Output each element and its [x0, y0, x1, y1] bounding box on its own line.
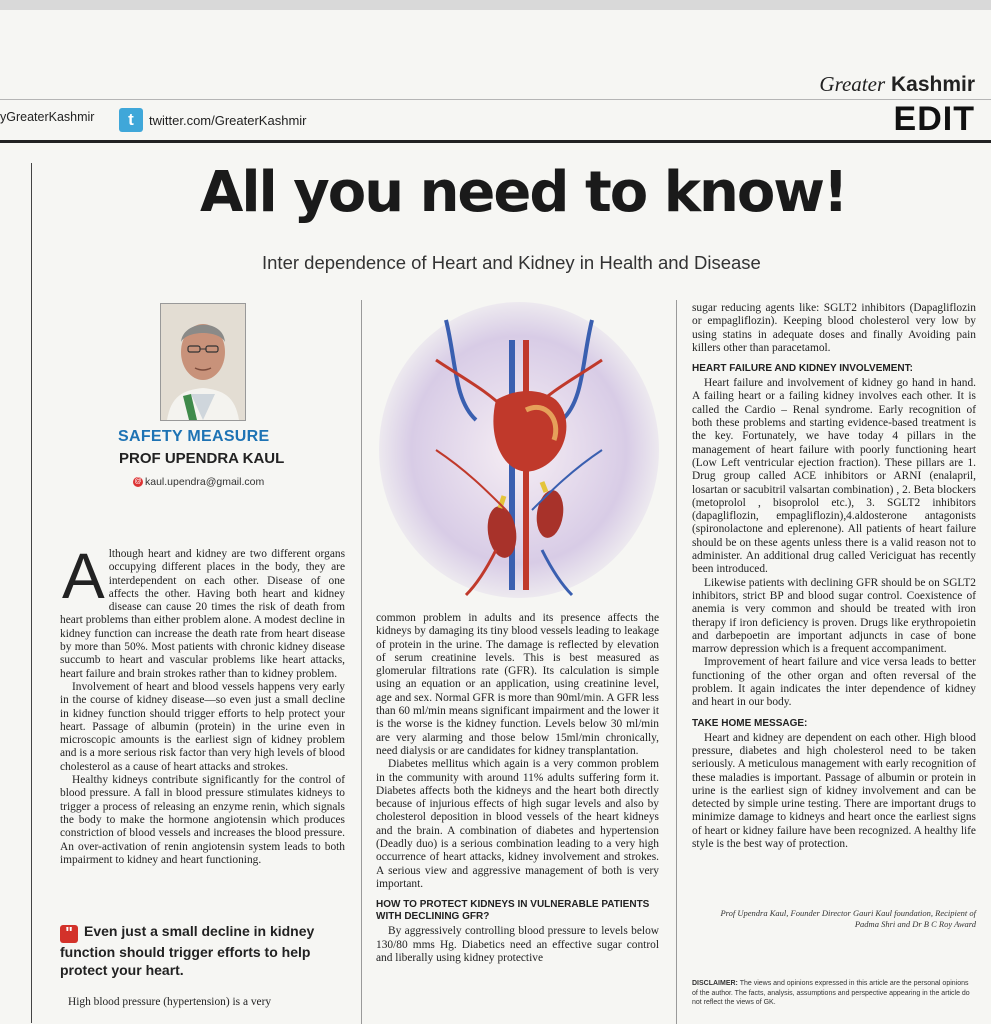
paragraph: By aggressively controlling blood pressure to levels below 130/80 mms Hg. Diabetics need an effective sugar control and liberally using kidney protective	[376, 925, 659, 964]
masthead-greater: Greater	[819, 72, 886, 96]
disclaimer-label: DISCLAIMER:	[692, 980, 738, 987]
author-name: PROF UPENDRA KAUL	[119, 450, 285, 467]
paragraph: High blood pressure (hypertension) is a very	[68, 996, 272, 1008]
masthead	[819, 72, 975, 97]
previous-column-rule	[31, 163, 32, 1023]
section-rule	[0, 140, 991, 143]
article-column-1	[60, 540, 345, 867]
pull-quote-text: Even just a small decline in kidney function should trigger efforts to help protect your heart.	[60, 923, 315, 978]
disclaimer	[692, 979, 976, 1008]
paragraph: Improvement of heart failure and vice versa leads to better functioning of the other organ and often reversal of the problem. It again indicates the inter dependence of kidney and heart in our body.	[692, 656, 976, 709]
disclaimer-text: The views and opinions expressed in this article are the personal opinions of the author. The facts, analysis, assumptions and perspective appearing in the article do not reflect the views of GK.	[692, 980, 970, 1006]
subhead-take-home: TAKE HOME MESSAGE:	[692, 717, 808, 729]
column-rule-1	[361, 300, 362, 1024]
article-column-3	[692, 302, 976, 851]
window-top-edge	[0, 0, 991, 10]
author-email-text: kaul.upendra@gmail.com	[145, 476, 265, 488]
masthead-kashmir: Kashmir	[890, 73, 975, 96]
column-rule-2	[676, 300, 677, 1024]
paragraph: Heart and kidney are dependent on each other. High blood pressure, diabetes and high cholesterol need to be taken seriously. A meticulous management with early recognition of these maladies is important. Passage of albumin or protein in urine is the earliest sign of kidney involvement and can be detected by simple urine testing. There are important drugs to minimize damage to kidneys and heart once the earliest signs of heart or kidney failure have been recognized. A healthy life style is the best way of protection.	[692, 731, 976, 850]
paragraph: Heart failure and involvement of kidney go hand in hand. A failing heart or a failing kidney involves each other. It is called the Cardio – Renal syndrome. Early recognition of both these problems and starting evidence-based treatment is the key. Fortunately, we have today 4 pillars in the management of heart failure with poorly functioning heart (Low Left ventricular ejection fraction). These pillars are 1. Drug group called ACE inhibitors or ARNI (enalapril, losartan or sacubitril valsartan combination) , 2. Beta blockers (metoprolol , bisoprolol etc.), 3. SGLT2 inhibitors (dapagliflozin, empagliflozin),4.aldosterone antagonists (spironolactone and eplerenone). All patients of heart failure should be on these agents unless there is a valid reason not to administer. An additional drug called Vericiguat has recently been introduced.	[692, 377, 976, 576]
twitter-icon: t	[119, 108, 143, 132]
author-email	[133, 476, 264, 488]
author-signoff: Prof Upendra Kaul, Founder Director Gauri Kaul foundation, Recipient of Padma Shri and Dr B C Roy Award	[720, 908, 976, 929]
pull-quote	[60, 922, 350, 979]
subheadline: Inter dependence of Heart and Kidney in Health and Disease	[262, 252, 761, 273]
article-column-2	[376, 612, 659, 965]
twitter-handle: twitter.com/GreaterKashmir	[149, 113, 307, 128]
drop-cap: A	[62, 540, 105, 612]
paragraph: Healthy kidneys contribute significantly for the control of blood pressure. A fall in blood pressure stimulates kidneys to trigger a process of releasing an enzyme renin, which signals the body to make the hormone angiotensin which produces constriction of blood vessels and increases the blood pressure. An over-activation of renin angiotensin system leads to both impairment to kidney and heart functioning.	[60, 774, 345, 866]
subhead-protect-kidneys: HOW TO PROTECT KIDNEYS IN VULNERABLE PATIENTS WITH DECLINING GFR?	[376, 899, 650, 923]
author-photo	[160, 303, 246, 421]
paragraph: Involvement of heart and blood vessels happens very early in the course of kidney disease—so even just a small decline in kidney function should trigger efforts to help protect your heart. Passage of albumin (protein) in the urine even in microscopic amounts is the earliest sign of kidney problem and is a more serious risk factor than very high levels of blood cholesterol as a cause of heart attacks and strokes.	[60, 680, 345, 773]
paragraph: common problem in adults and its presence affects the kidneys by damaging its tiny blood vessels leading to leakage of protein in the urine. The damage is reflected by elevation of serum creatinine levels. This is best measured as glomerular filtrations rate (GFR). Its calculation is simple using an equation or an application, using creatinine level, age and sex. Normal GFR is more than 90ml/min. A GFR less than 60 ml/min means significant impairment and the lower it is the worse is the kidney function. Levels below 30 ml/min are very alarming and those below 15ml/min chronically, need dialysis or are candidates for kidney transplantation.	[376, 612, 659, 757]
paragraph: Diabetes mellitus which again is a very common problem in the community with around 11% adults suffering form it. Diabetes affects both the kidneys and the heart both directly because of injurious effects of high sugar levels and also by cholesterol deposition in blood vessels of the heart kidneys and the brain. A combination of diabetes and hypertension (Deadly duo) is a serious combination leading to a very high occurrence of heart attacks, kidney involvement and strokes. A serious view and aggressive management of both is very important.	[376, 758, 659, 890]
heart-kidney-illustration	[376, 300, 662, 600]
facebook-handle: yGreaterKashmir	[0, 110, 95, 124]
subhead-heart-failure: HEART FAILURE AND KIDNEY INVOLVEMENT:	[692, 363, 913, 375]
masthead-divider	[0, 99, 991, 100]
headline: All you need to know!	[200, 160, 847, 225]
paragraph	[60, 540, 345, 681]
quote-mark-icon: "	[60, 925, 78, 943]
section-label: EDIT	[893, 100, 975, 138]
paragraph: Likewise patients with declining GFR should be on SGLT2 inhibitors, strict BP and blood sugar control. Coexistence of anemia is very common and should be treated with iron therapy if iron deficiency is proven. Drugs like erythropoietin and darbepoetin are important adjuncts in case of bone marrow depression which is a frequent accompaniment.	[692, 576, 976, 656]
column-label: SAFETY MEASURE	[118, 428, 270, 445]
email-icon: @	[134, 478, 142, 486]
paragraph: sugar reducing agents like: SGLT2 inhibitors (Dapagliflozin or empagliflozin). Keeping blood cholesterol very low by using statins in adequate doses and finally Avoiding pain killers other than paracetamol.	[692, 302, 976, 354]
paragraph-text: lthough heart and kidney are two different organs occupying different places in the body, they are interdependent on each other. Disease of one affects the other. Having both heart and kidney disease can cause 20 times the risk of death from heart problems than either problem alone. A modest decline in kidney function can increase the death rate from heart disease by more than 50%. Most patients with chronic kidney disease succumb to heart and vascular problems like heart attacks, heart failure and brain strokes rather than to kidney problem.	[60, 548, 345, 680]
